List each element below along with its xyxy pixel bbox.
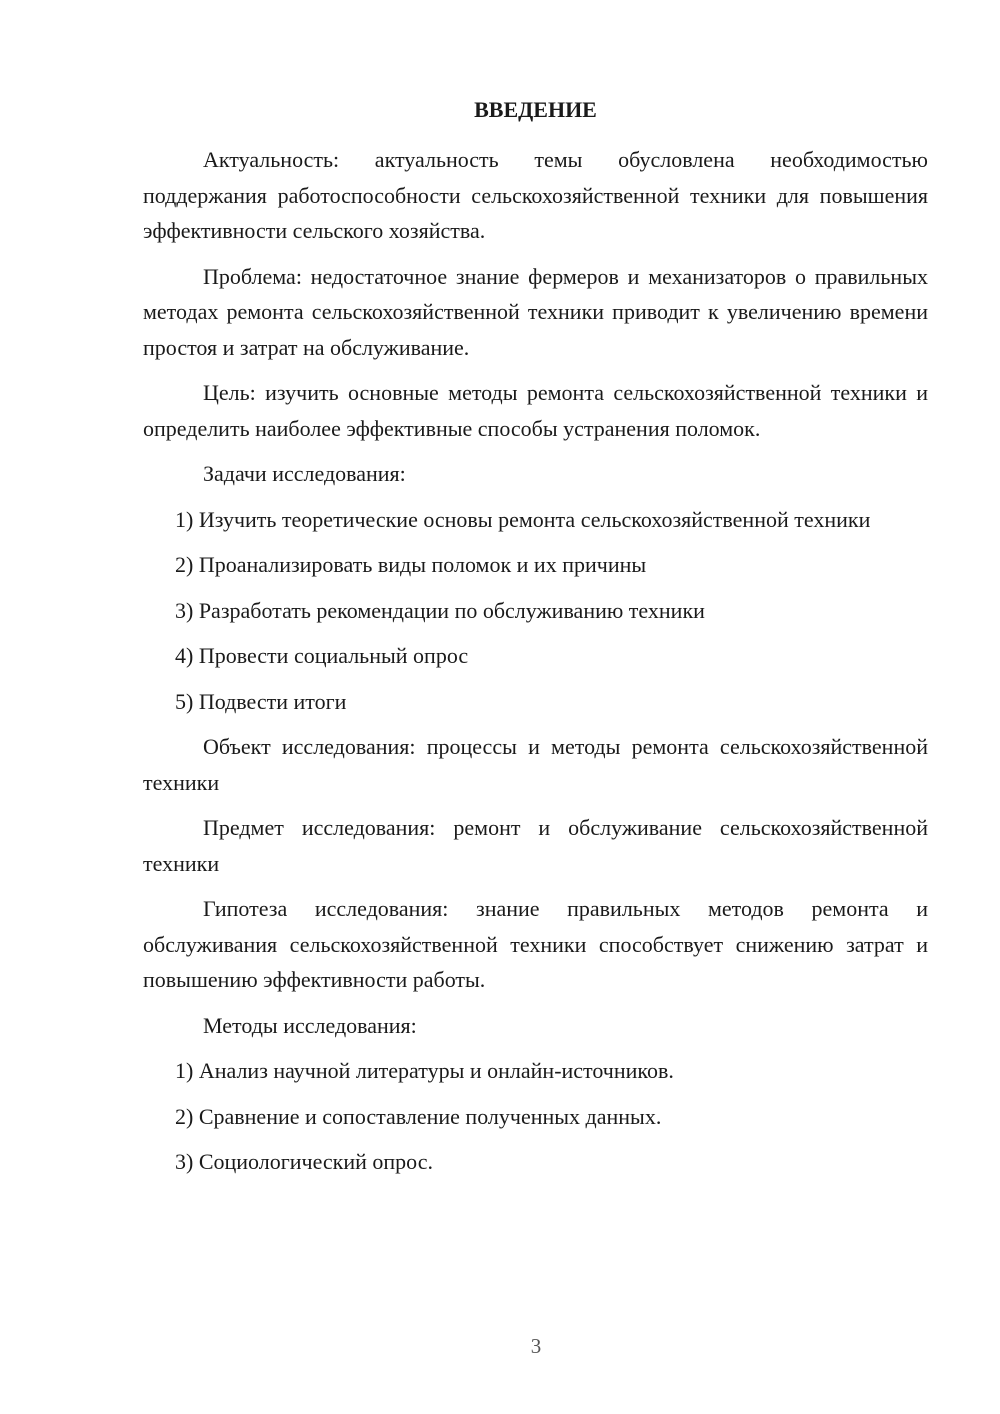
task-item: 3) Разработать рекомендации по обслуживанию техники (175, 597, 705, 623)
method-item: 2) Сравнение и сопоставление полученных данных. (175, 1103, 662, 1129)
document-page (143, 92, 928, 1190)
method-item: 3) Социологический опрос. (175, 1149, 433, 1174)
task-item: 4) Провести социальный опрос (175, 643, 469, 668)
task-item: 5) Подвести итоги (175, 688, 347, 714)
method-item: 1) Анализ научной литературы и онлайн-источников. (175, 1058, 674, 1083)
task-item: 2) Проанализировать виды поломок и их причины (175, 552, 647, 577)
relevance-paragraph: Актуальность: актуальность темы обусловлена необходимостью поддержания работоспособности сельскохозяйственной техники для повышения эффективности сельского хозяйства. (143, 147, 928, 243)
task-item: 1) Изучить теоретические основы ремонта сельскохозяйственной техники (175, 506, 871, 532)
hypothesis-paragraph: Гипотеза исследования: знание правильных методов ремонта и обслуживания сельскохозяйственной техники способствует снижению затрат и повышению эффективности работы. (143, 896, 928, 992)
methods-heading: Методы исследования: (203, 1012, 417, 1038)
object-paragraph: Объект исследования: процессы и методы ремонта сельскохозяйственной техники (143, 734, 928, 795)
subject-paragraph: Предмет исследования: ремонт и обслуживание сельскохозяйственной техники (143, 815, 928, 876)
methods-list (143, 1053, 928, 1180)
goal-paragraph: Цель: изучить основные методы ремонта сельскохозяйственной техники и определить наиболее эффективные способы устранения поломок. (143, 380, 928, 441)
tasks-list (143, 502, 928, 720)
tasks-heading: Задачи исследования: (203, 461, 406, 486)
page-number: 3 (530, 1334, 542, 1358)
section-title: ВВЕДЕНИЕ (474, 97, 597, 122)
problem-paragraph: Проблема: недостаточное знание фермеров и механизаторов о правильных методах ремонта сельскохозяйственной техники приводит к увеличению времени простоя и затрат на обслуживание. (143, 263, 928, 360)
